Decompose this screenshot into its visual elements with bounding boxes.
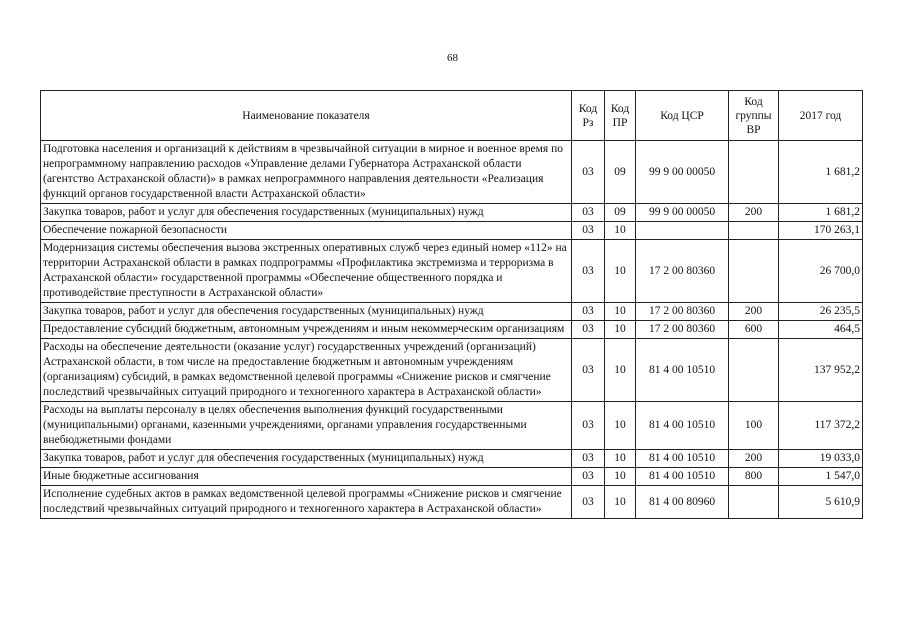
row-csr-cell: 81 4 00 10510 (636, 450, 729, 468)
row-amount-cell: 1 547,0 (779, 468, 863, 486)
row-csr-cell: 17 2 00 80360 (636, 240, 729, 303)
row-pr-cell: 10 (605, 240, 636, 303)
row-vr-cell (729, 240, 779, 303)
row-csr-cell: 99 9 00 00050 (636, 141, 729, 204)
table-row (41, 468, 863, 486)
header-rz: Код Рз (572, 91, 605, 141)
table-row (41, 402, 863, 450)
table-row (41, 204, 863, 222)
table-body (41, 141, 863, 519)
row-vr-cell: 100 (729, 402, 779, 450)
row-pr-cell: 10 (605, 468, 636, 486)
row-vr-cell: 200 (729, 450, 779, 468)
row-csr-cell: 81 4 00 10510 (636, 402, 729, 450)
row-name-cell: Расходы на выплаты персоналу в целях обеспечения выполнения функций государственными (муниципальными) органами, казенными учреждениями, органами управления государственными внебюджетными фондами (41, 402, 572, 450)
row-vr-cell: 800 (729, 468, 779, 486)
table-row (41, 303, 863, 321)
page-number: 68 (447, 52, 458, 64)
row-amount-cell: 1 681,2 (779, 204, 863, 222)
row-name-cell: Подготовка населения и организаций к действиям в чрезвычайной ситуации в мирное и военное время по непрограммному направлению расходов «Управление делами Губернатора Астраханской области (агентство Астраханской области)» в рамках непрограммного направления деятельности «Реализация функций органов государственной власти Астраханской области» (41, 141, 572, 204)
row-vr-cell (729, 486, 779, 519)
header-vr: Код группы ВР (729, 91, 779, 141)
row-amount-cell: 26 235,5 (779, 303, 863, 321)
row-rz-cell: 03 (572, 486, 605, 519)
row-rz-cell: 03 (572, 303, 605, 321)
row-amount-cell: 117 372,2 (779, 402, 863, 450)
header-csr: Код ЦСР (636, 91, 729, 141)
header-year: 2017 год (779, 91, 863, 141)
row-name-cell: Предоставление субсидий бюджетным, автономным учреждениям и иным некоммерческим организациям (41, 321, 572, 339)
row-csr-cell: 81 4 00 10510 (636, 339, 729, 402)
row-name-cell: Расходы на обеспечение деятельности (оказание услуг) государственных учреждений (организаций) Астраханской области, в том числе на предоставление бюджетным и автономным учреждениям (организациям) субсидий, в рамках ведомственной целевой программы «Снижение рисков и смягчение последствий чрезвычайных ситуаций природного и техногенного характера в Астраханской области» (41, 339, 572, 402)
row-rz-cell: 03 (572, 468, 605, 486)
table-row (41, 339, 863, 402)
row-rz-cell: 03 (572, 321, 605, 339)
budget-table (40, 90, 863, 519)
row-name-cell: Иные бюджетные ассигнования (41, 468, 572, 486)
row-rz-cell: 03 (572, 339, 605, 402)
row-rz-cell: 03 (572, 240, 605, 303)
header-name: Наименование показателя (41, 91, 572, 141)
row-csr-cell: 99 9 00 00050 (636, 204, 729, 222)
row-amount-cell: 19 033,0 (779, 450, 863, 468)
row-rz-cell: 03 (572, 204, 605, 222)
row-name-cell: Закупка товаров, работ и услуг для обеспечения государственных (муниципальных) нужд (41, 303, 572, 321)
header-pr: Код ПР (605, 91, 636, 141)
row-vr-cell: 600 (729, 321, 779, 339)
row-pr-cell: 10 (605, 402, 636, 450)
row-name-cell: Обеспечение пожарной безопасности (41, 222, 572, 240)
row-csr-cell: 17 2 00 80360 (636, 321, 729, 339)
row-amount-cell: 1 681,2 (779, 141, 863, 204)
row-vr-cell (729, 222, 779, 240)
row-pr-cell: 10 (605, 450, 636, 468)
row-rz-cell: 03 (572, 402, 605, 450)
row-vr-cell (729, 339, 779, 402)
row-name-cell: Закупка товаров, работ и услуг для обеспечения государственных (муниципальных) нужд (41, 450, 572, 468)
row-pr-cell: 10 (605, 222, 636, 240)
table-row (41, 240, 863, 303)
row-name-cell: Закупка товаров, работ и услуг для обеспечения государственных (муниципальных) нужд (41, 204, 572, 222)
row-amount-cell: 464,5 (779, 321, 863, 339)
row-amount-cell: 5 610,9 (779, 486, 863, 519)
table-row (41, 222, 863, 240)
row-name-cell: Модернизация системы обеспечения вызова экстренных оперативных служб через единый номер «112» на территории Астраханской области в рамках подпрограммы «Профилактика экстремизма и терроризма в Астраханской области» государственной программы «Обеспечение общественного порядка и противодействие преступности в Астраханской области» (41, 240, 572, 303)
row-pr-cell: 10 (605, 303, 636, 321)
row-amount-cell: 170 263,1 (779, 222, 863, 240)
row-rz-cell: 03 (572, 141, 605, 204)
row-csr-cell (636, 222, 729, 240)
row-rz-cell: 03 (572, 450, 605, 468)
row-pr-cell: 09 (605, 204, 636, 222)
row-vr-cell: 200 (729, 204, 779, 222)
row-vr-cell: 200 (729, 303, 779, 321)
table-header-row (41, 91, 863, 141)
table-row (41, 486, 863, 519)
row-amount-cell: 26 700,0 (779, 240, 863, 303)
row-pr-cell: 10 (605, 321, 636, 339)
row-csr-cell: 17 2 00 80360 (636, 303, 729, 321)
row-csr-cell: 81 4 00 80960 (636, 486, 729, 519)
row-csr-cell: 81 4 00 10510 (636, 468, 729, 486)
row-rz-cell: 03 (572, 222, 605, 240)
table-row (41, 321, 863, 339)
table-row (41, 450, 863, 468)
row-amount-cell: 137 952,2 (779, 339, 863, 402)
row-pr-cell: 09 (605, 141, 636, 204)
table-row (41, 141, 863, 204)
row-pr-cell: 10 (605, 339, 636, 402)
row-vr-cell (729, 141, 779, 204)
row-pr-cell: 10 (605, 486, 636, 519)
row-name-cell: Исполнение судебных актов в рамках ведомственной целевой программы «Снижение рисков и смягчение последствий чрезвычайных ситуаций природного и техногенного характера в Астраханской области» (41, 486, 572, 519)
